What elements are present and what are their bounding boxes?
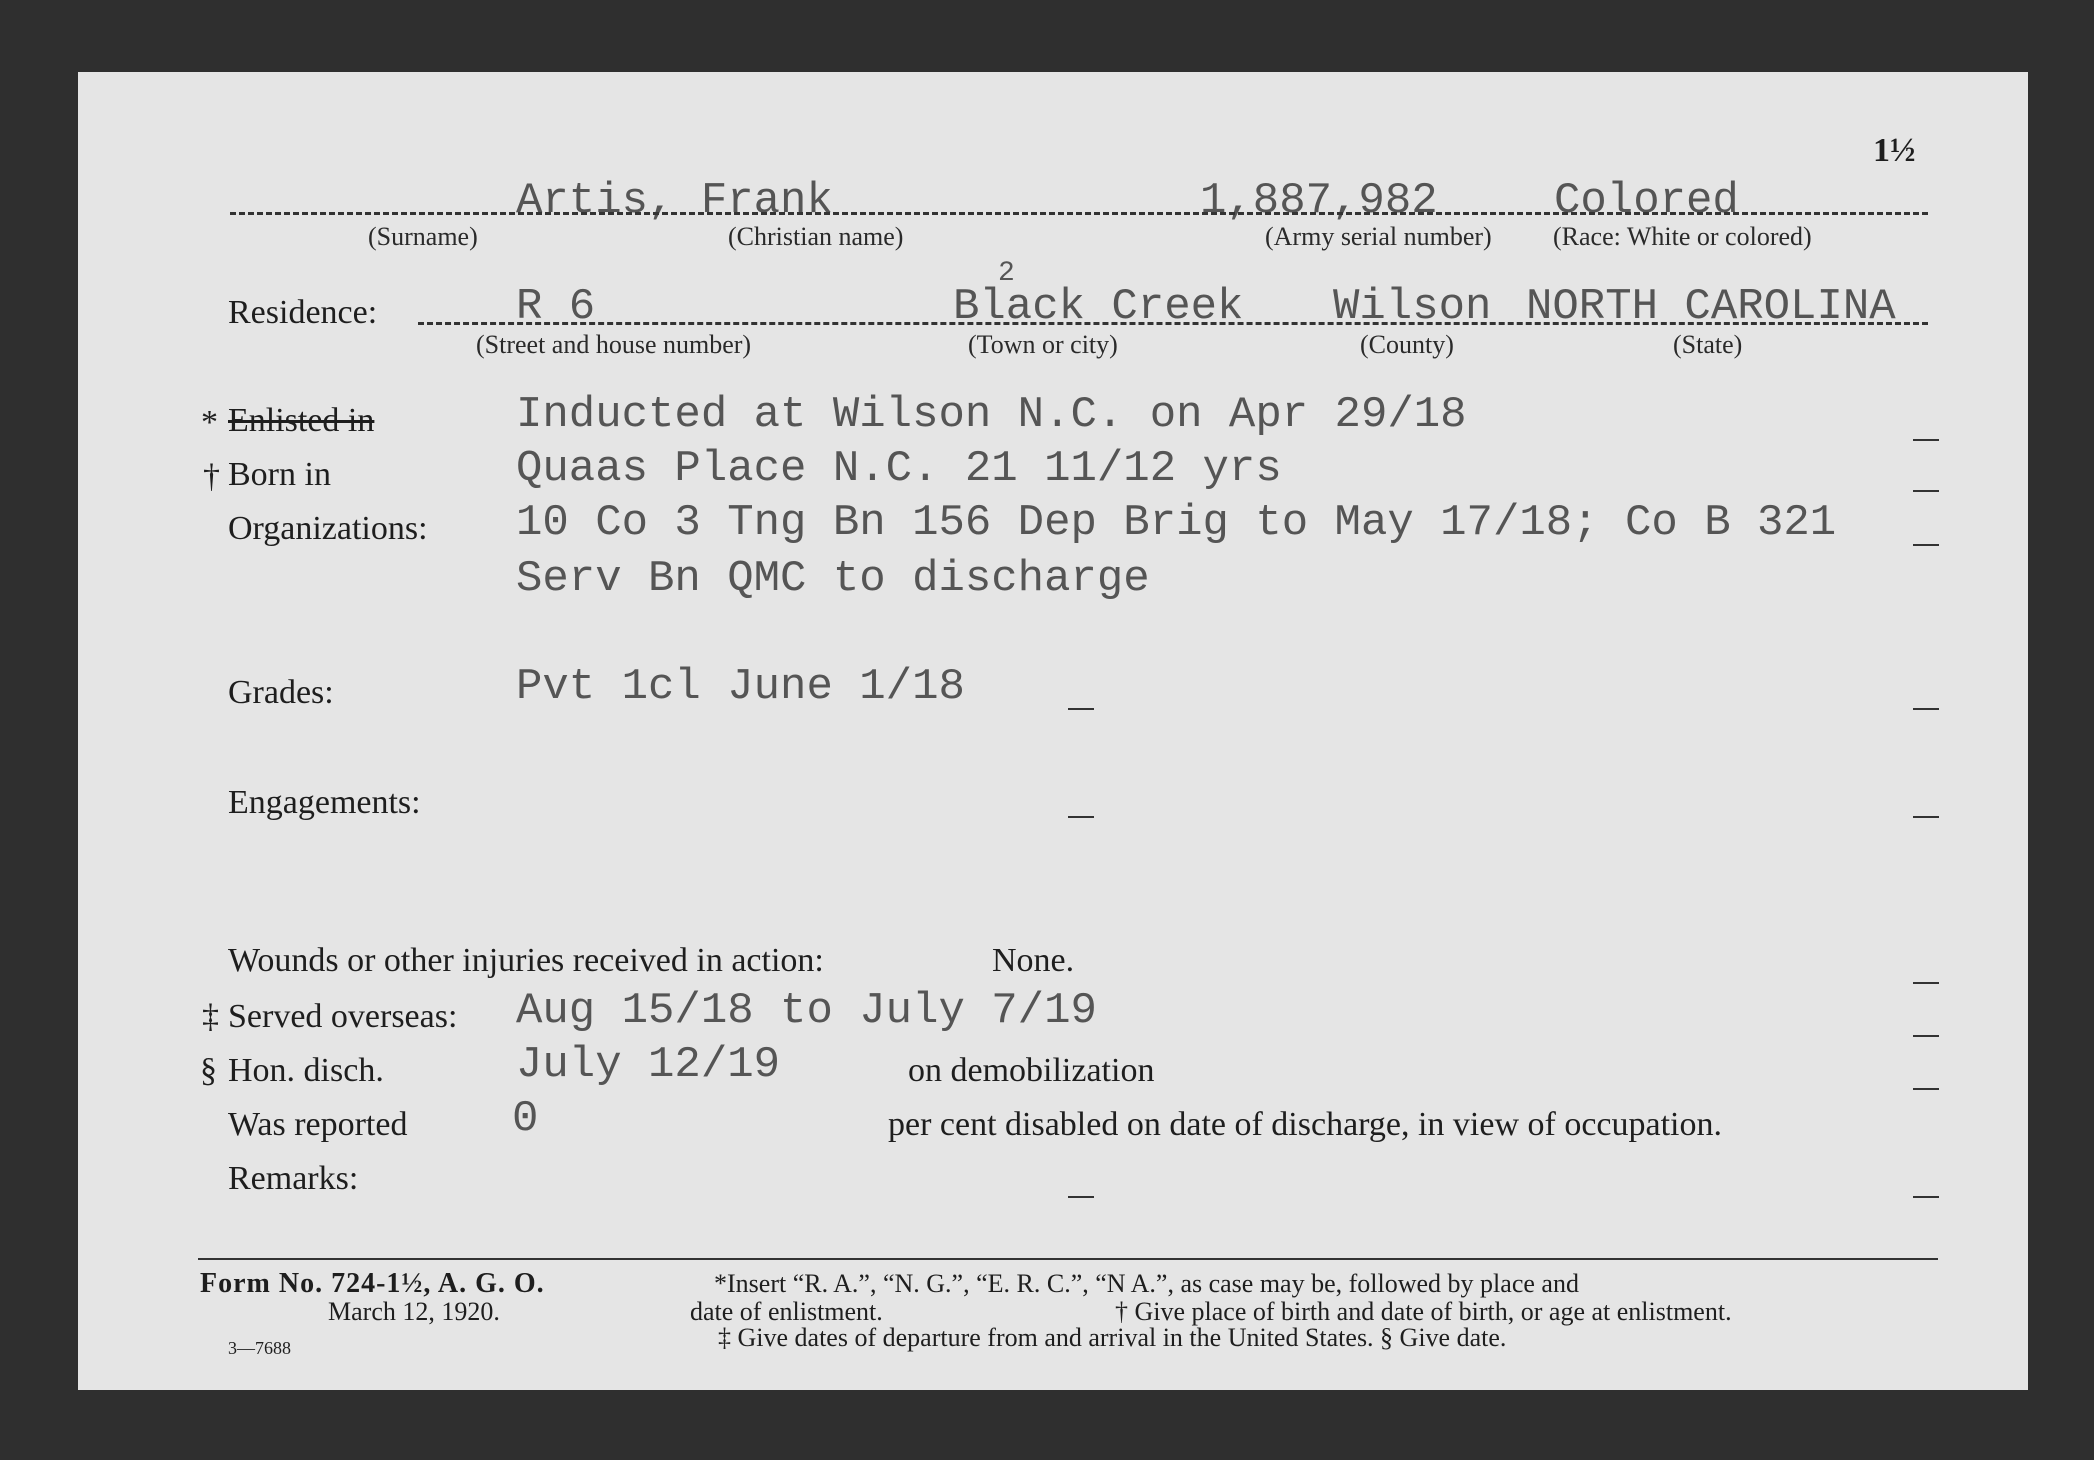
- page-number: 1½: [1873, 132, 1916, 169]
- remarks-label: Remarks:: [228, 1160, 359, 1197]
- form-date: March 12, 1920.: [328, 1297, 500, 1326]
- residence-town-mark: 2: [998, 258, 1015, 289]
- residence-state-value: NORTH CAROLINA: [1526, 282, 1896, 332]
- overseas-end-tick: [1913, 1035, 1939, 1037]
- overseas-value: Aug 15/18 to July 7/19: [516, 986, 1097, 1036]
- organizations-line1: 10 Co 3 Tng Bn 156 Dep Brig to May 17/18; Co B 321: [516, 498, 1837, 548]
- wounds-end-tick: [1913, 982, 1939, 984]
- was-reported-label: Was reported: [228, 1106, 408, 1143]
- grades-value: Pvt 1cl June 1/18: [516, 662, 965, 712]
- wounds-value: None.: [992, 942, 1075, 979]
- born-end-tick: [1913, 490, 1939, 492]
- race-value: Colored: [1554, 176, 1739, 226]
- residence-street-value: R 6: [516, 282, 596, 332]
- organizations-label: Organizations:: [228, 510, 428, 547]
- footer-divider: [198, 1258, 1938, 1260]
- remarks-end-tick: [1913, 1196, 1939, 1198]
- overseas-label: Served overseas:: [228, 998, 458, 1035]
- footnote-insert-cont: date of enlistment.: [690, 1297, 883, 1326]
- serial-number-value: 1,887,982: [1200, 176, 1438, 226]
- overseas-mark: ‡: [202, 998, 219, 1035]
- record-card: [78, 72, 2028, 1390]
- residence-label: Residence:: [228, 294, 378, 331]
- hon-disch-end-tick: [1913, 1088, 1939, 1090]
- per-cent-disabled-text: per cent disabled on date of discharge, in view of occupation.: [888, 1106, 1722, 1143]
- enlisted-value: Inducted at Wilson N.C. on Apr 29/18: [516, 390, 1467, 440]
- enlisted-end-tick: [1913, 439, 1939, 441]
- born-label: Born in: [228, 456, 331, 493]
- organizations-line2: Serv Bn QMC to discharge: [516, 554, 1150, 604]
- engagements-label: Engagements:: [228, 784, 421, 821]
- engagements-end-tick: [1913, 816, 1939, 818]
- grades-end-tick: [1913, 708, 1939, 710]
- on-demobilization-text: on demobilization: [908, 1052, 1155, 1089]
- name-value: Artis, Frank: [516, 176, 833, 226]
- residence-town-value: Black Creek: [953, 282, 1244, 332]
- wounds-label: Wounds or other injuries received in action:: [228, 942, 824, 979]
- serial-caption: (Army serial number): [1265, 222, 1492, 251]
- hon-disch-label: Hon. disch.: [228, 1052, 384, 1089]
- grades-label: Grades:: [228, 674, 334, 711]
- christian-name-caption: (Christian name): [728, 222, 904, 251]
- residence-county-value: Wilson: [1333, 282, 1492, 332]
- enlisted-mark: *: [201, 404, 218, 441]
- hon-disch-mark: §: [200, 1052, 217, 1089]
- residence-line: [418, 322, 1928, 325]
- born-mark: †: [203, 458, 220, 495]
- remarks-mid-tick: [1068, 1196, 1094, 1198]
- county-caption: (County): [1360, 330, 1454, 359]
- surname-caption: (Surname): [368, 222, 478, 251]
- born-value: Quaas Place N.C. 21 11/12 yrs: [516, 444, 1282, 494]
- engagements-mid-tick: [1068, 816, 1094, 818]
- footnote-overseas: ‡ Give dates of departure from and arrival in the United States. § Give date.: [718, 1323, 1507, 1352]
- state-caption: (State): [1673, 330, 1743, 359]
- race-caption: (Race: White or colored): [1553, 222, 1812, 251]
- hon-disch-value: July 12/19: [516, 1040, 781, 1090]
- organizations-end-tick: [1913, 544, 1939, 546]
- footnote-birth: † Give place of birth and date of birth, or age at enlistment.: [1115, 1297, 1732, 1326]
- name-line: [230, 212, 1928, 215]
- street-caption: (Street and house number): [476, 330, 752, 359]
- grades-mid-tick: [1068, 708, 1094, 710]
- footnote-insert: *Insert “R. A.”, “N. G.”, “E. R. C.”, “N A.”, as case may be, followed by place and: [714, 1269, 1579, 1298]
- enlisted-label: Enlisted in: [228, 402, 375, 439]
- form-number: Form No. 724-1½, A. G. O.: [200, 1268, 545, 1299]
- form-code: 3—7688: [228, 1338, 291, 1358]
- percent-disabled-value: 0: [512, 1094, 539, 1144]
- town-caption: (Town or city): [968, 330, 1118, 359]
